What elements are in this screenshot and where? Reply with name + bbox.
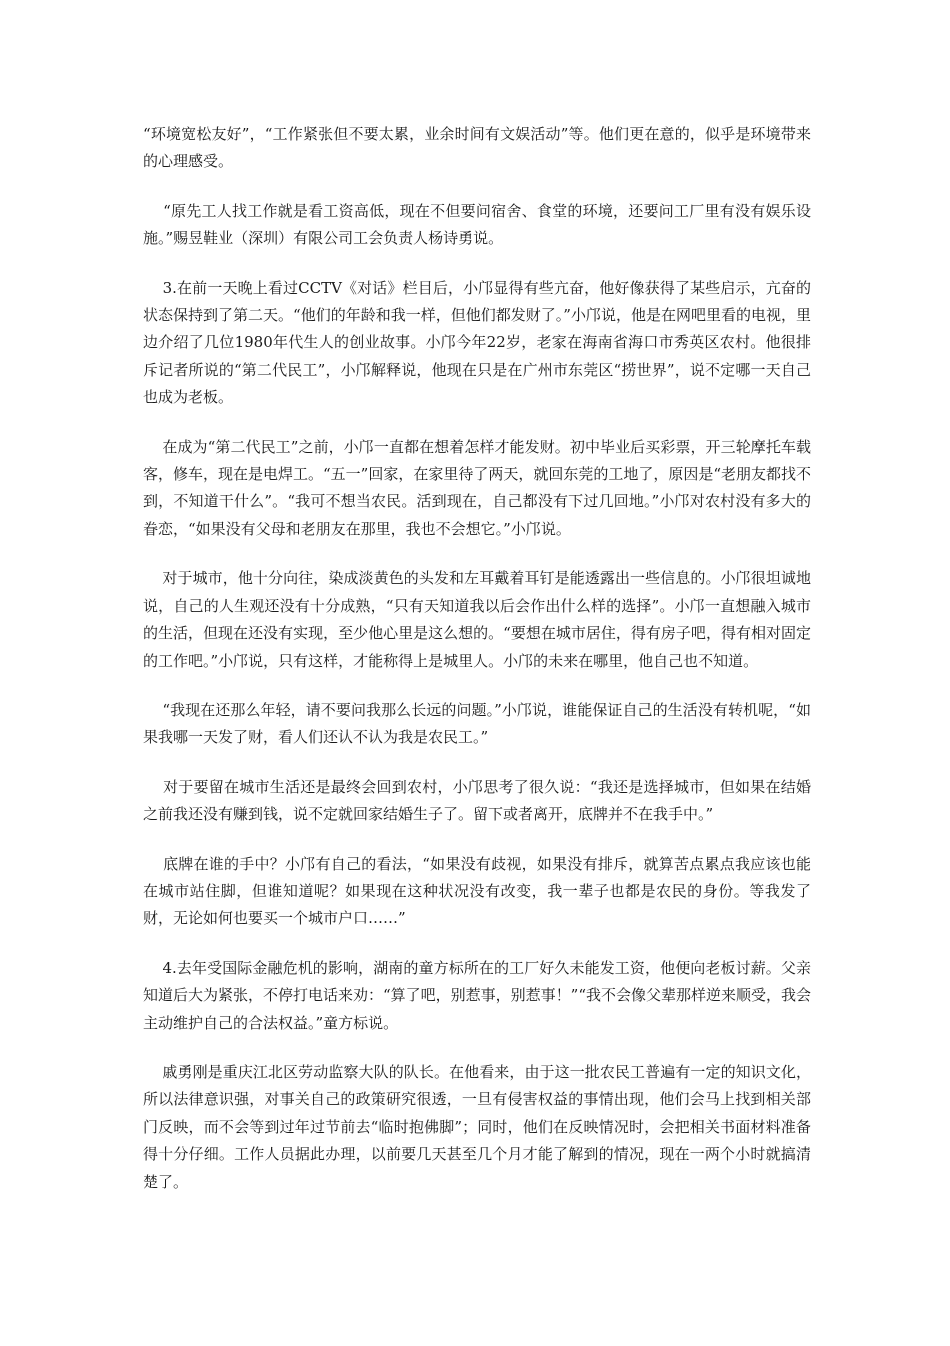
paragraph-3: 3.在前一天晚上看过CCTV《对话》栏目后，小邝显得有些亢奋，他好像获得了某些启示，亢奋的状态保持到了第二天。“他们的年龄和我一样，但他们都发财了。”小邝说，他是在网吧里看的电视，里边介绍了几位1980年代生人的创业故事。小邝今年22岁，老家在海南省海口市秀英区农村。他很排斥记者所说的“第二代民工”，小邝解释说，他现在只是在广州市东莞区“捞世界”，说不定哪一天自己也成为老板。 — [143, 278, 812, 407]
paragraph-6: “我现在还那么年轻，请不要问我那么长远的问题。”小邝说，谁能保证自己的生活没有转机呢，“如果我哪一天发了财，看人们还认不认为我是农民工。” — [143, 700, 811, 747]
paragraph-5: 对于城市，他十分向往，染成淡黄色的头发和左耳戴着耳钉是能透露出一些信息的。小邝很坦诚地说，自己的人生观还没有十分成熟，“只有天知道我以后会作出什么样的选择”。小邝一直想融入城市的生活，但现在还没有实现，至少他心里是这么想的。“要想在城市居住，得有房子吧，得有相对固定的工作吧。”小邝说，只有这样，才能称得上是城里人。小邝的未来在哪里，他自己也不知道。 — [143, 569, 811, 670]
paragraph-2: “原先工人找工作就是看工资高低，现在不但要问宿舍、食堂的环境，还要问工厂里有没有娱乐设施。”赐昱鞋业（深圳）有限公司工会负责人杨诗勇说。 — [143, 201, 811, 248]
paragraph-9: 4.去年受国际金融危机的影响，湖南的童方标所在的工厂好久未能发工资，他便向老板讨薪。父亲知道后大为紧张，不停打电话来劝：“算了吧，别惹事，别惹事！”“我不会像父辈那样逆来顺受，我会主动维护自己的合法权益。”童方标说。 — [143, 958, 812, 1032]
paragraph-1: “环境宽松友好”，“工作紧张但不要太累，业余时间有文娱活动”等。他们更在意的，似乎是环境带来的心理感受。 — [143, 125, 811, 171]
paragraph-4: 在成为“第二代民工”之前，小邝一直都在想着怎样才能发财。初中毕业后买彩票，开三轮摩托车载客，修车，现在是电焊工。“五一”回家，在家里待了两天，就回东莞的工地了，原因是“老朋友都找不到，不知道干什么”。“我可不想当农民。活到现在，自己都没有下过几回地。”小邝对农村没有多大的眷恋，“如果没有父母和老朋友在那里，我也不会想它。”小邝说。 — [143, 437, 812, 538]
paragraph-8: 底牌在谁的手中？小邝有自己的看法，“如果没有歧视，如果没有排斥，就算苦点累点我应该也能在城市站住脚，但谁知道呢？如果现在这种状况没有改变，我一辈子也都是农民的身份。等我发了财，无论如何也要买一个城市户口……” — [143, 854, 811, 928]
article-body — [143, 121, 811, 1218]
paragraph-10: 戚勇刚是重庆江北区劳动监察大队的队长。在他看来，由于这一批农民工普遍有一定的知识文化，所以法律意识强，对事关自己的政策研究很透，一旦有侵害权益的事情出现，他们会马上找到相关部门反映，而不会等到过年过节前去“临时抱佛脚”；同时，他们在反映情况时，会把相关书面材料准备得十分仔细。工作人员据此办理，以前要几天甚至几个月才能了解到的情况，现在一两个小时就搞清楚了。 — [143, 1062, 811, 1191]
paragraph-7: 对于要留在城市生活还是最终会回到农村，小邝思考了很久说：“我还是选择城市，但如果在结婚之前我还没有赚到钱，说不定就回家结婚生子了。留下或者离开，底牌并不在我手中。” — [143, 777, 811, 824]
